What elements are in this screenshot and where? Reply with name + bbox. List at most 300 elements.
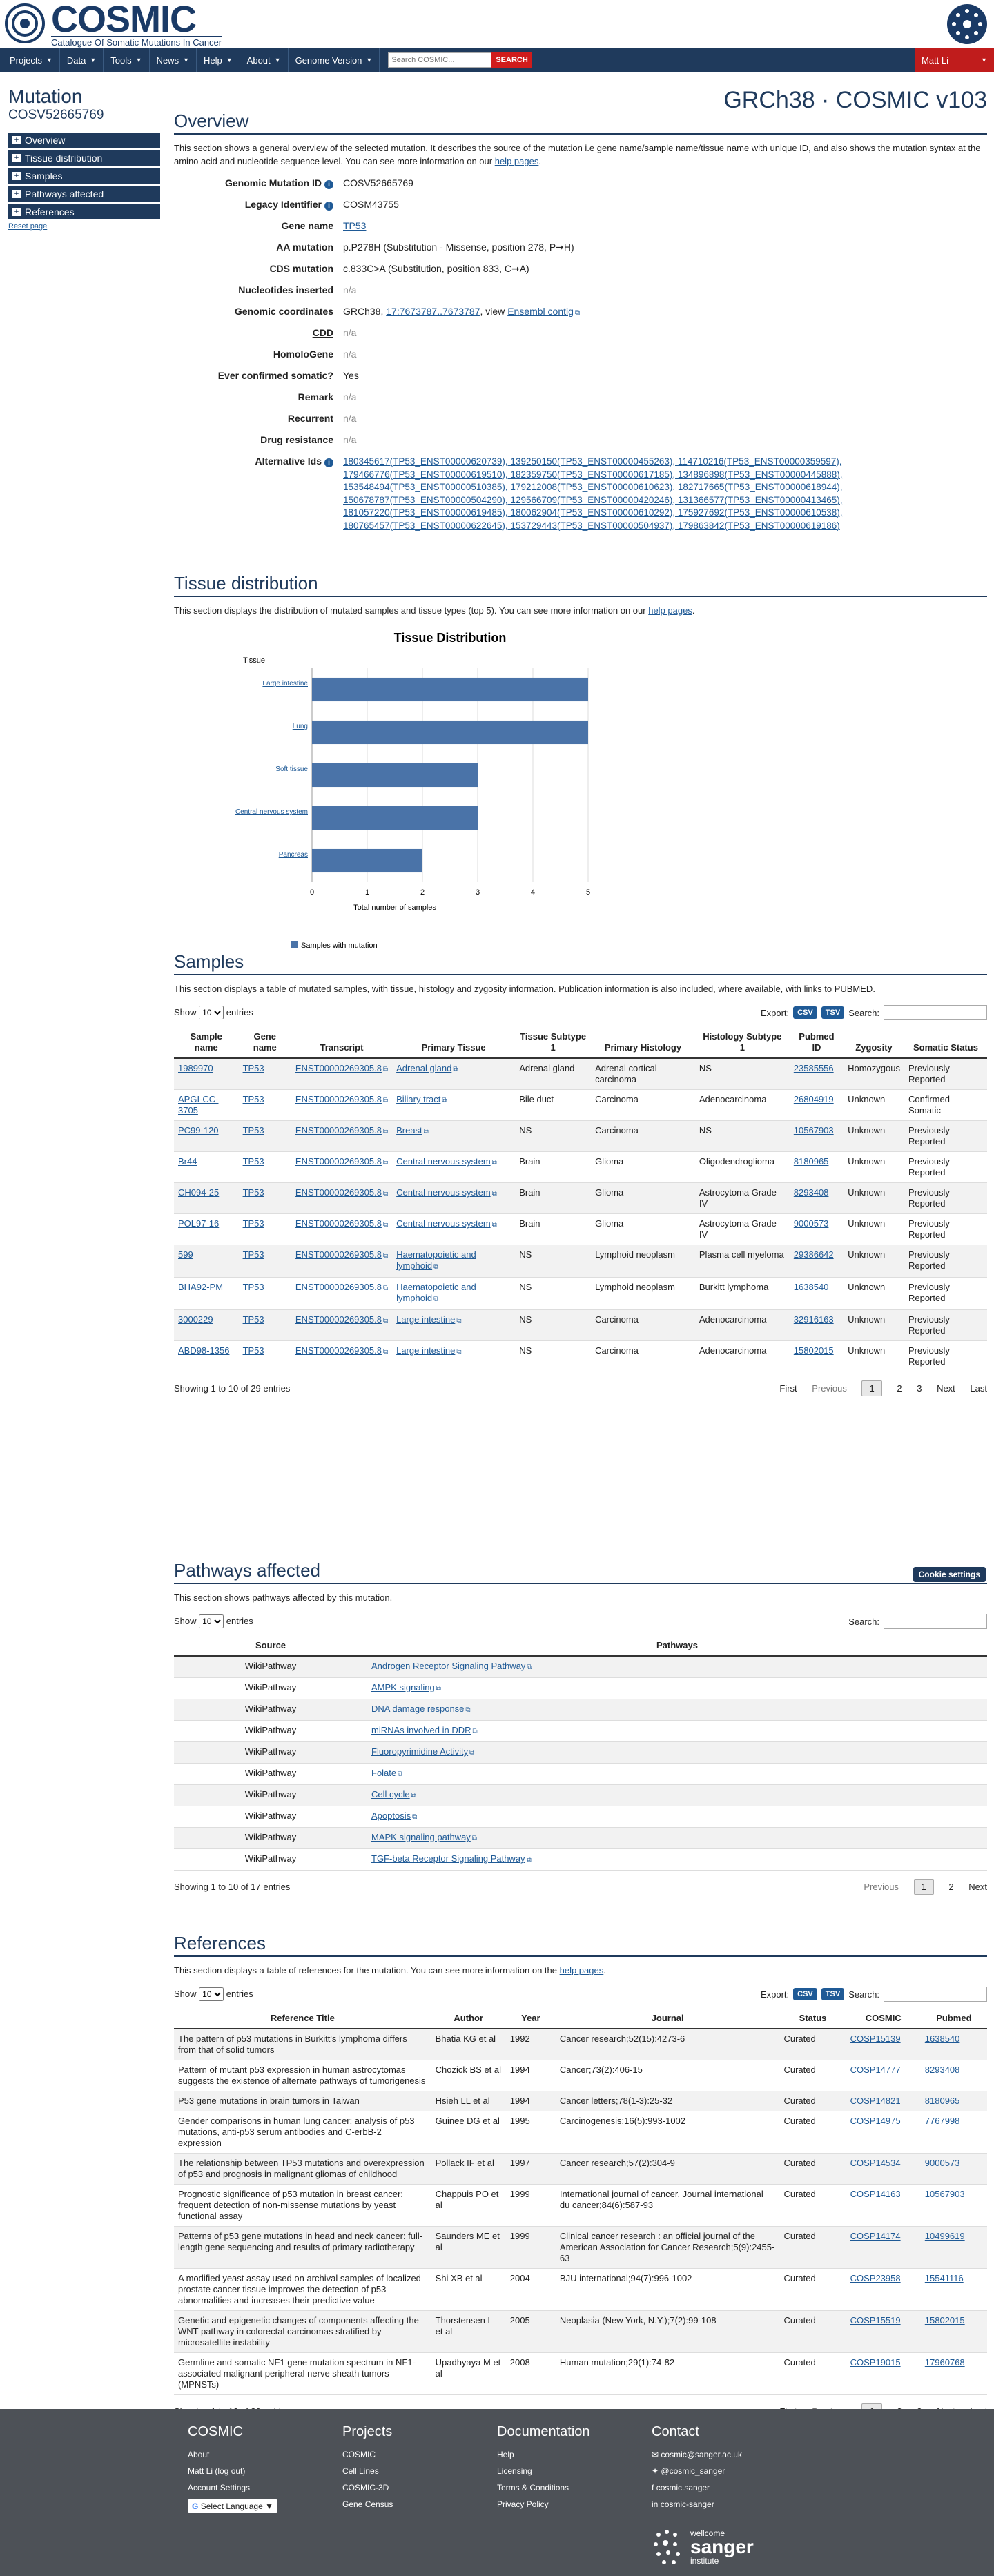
- table-cell: [921, 2111, 987, 2154]
- row-label: HomoloGene: [273, 349, 333, 360]
- table-row: [174, 2353, 987, 2395]
- cell-link[interactable]: TP53: [242, 1314, 264, 1325]
- cookie-settings-button[interactable]: Cookie settings: [913, 1567, 986, 1582]
- cell-text: Unknown: [848, 1249, 886, 1260]
- cell-link[interactable]: 26804919: [793, 1094, 834, 1104]
- footer-link[interactable]: Help: [497, 2450, 514, 2459]
- cell-link[interactable]: ENST00000269305.8: [295, 1282, 382, 1292]
- cell-link[interactable]: 32916163: [793, 1314, 834, 1325]
- cell-text: WikiPathway: [244, 1811, 297, 1821]
- table-cell: [556, 2311, 780, 2353]
- export-csv-button[interactable]: CSV: [793, 1988, 817, 2000]
- cell-link[interactable]: Central nervous system: [396, 1187, 491, 1198]
- cell-link[interactable]: COSP14777: [850, 2065, 901, 2075]
- twitter-icon: ✦: [652, 2466, 659, 2476]
- pager-last[interactable]: Last: [970, 1383, 987, 1394]
- row-alt-ids: [174, 456, 987, 532]
- cell-text: Unknown: [848, 1187, 886, 1198]
- table-cell: [174, 1764, 367, 1785]
- bar[interactable]: [312, 721, 588, 744]
- coord-mid: , view: [480, 306, 505, 317]
- cell-link[interactable]: COSP14975: [850, 2116, 901, 2126]
- help-pages-link[interactable]: help pages: [559, 1965, 604, 1975]
- col-header[interactable]: Sample name: [174, 1027, 239, 1058]
- cell-link[interactable]: ENST00000269305.8: [295, 1187, 382, 1198]
- col-header[interactable]: Reference Title: [174, 2009, 431, 2029]
- cell-link[interactable]: Biliary tract: [396, 1094, 441, 1104]
- table-row: [174, 1721, 987, 1742]
- pager-first[interactable]: First: [779, 1383, 797, 1394]
- col-source[interactable]: Source: [174, 1636, 367, 1656]
- cell-link[interactable]: ABD98-1356: [178, 1345, 230, 1356]
- samples-search-input[interactable]: [884, 1005, 987, 1020]
- cell-link[interactable]: 9000573: [924, 2158, 960, 2168]
- cell-text: The pattern of p53 mutations in Burkitt's lymphoma differs from that of solid tumors: [178, 2033, 407, 2055]
- col-header[interactable]: Somatic Status: [904, 1027, 987, 1058]
- export-label: Export:: [760, 1989, 790, 2000]
- col-header[interactable]: Pubmed ID: [790, 1027, 844, 1058]
- table-cell: [844, 1058, 904, 1090]
- contact-twitter[interactable]: [652, 2466, 742, 2476]
- col-header[interactable]: COSMIC: [846, 2009, 921, 2029]
- table-cell: [904, 1341, 987, 1372]
- col-header[interactable]: Primary Tissue: [392, 1027, 515, 1058]
- references-heading: References: [174, 1933, 987, 1957]
- footer-link[interactable]: Gene Census: [342, 2499, 393, 2509]
- table-cell: [904, 1245, 987, 1278]
- cell-link[interactable]: 1638540: [924, 2033, 960, 2044]
- pathway-link[interactable]: Fluoropyrimidine Activity: [371, 1746, 469, 1757]
- contact-facebook[interactable]: [652, 2483, 742, 2492]
- table-cell: [174, 1828, 367, 1849]
- table-cell: [790, 1310, 844, 1341]
- table-cell: [790, 1183, 844, 1214]
- table-cell: [506, 2029, 556, 2060]
- references-table: [174, 2009, 987, 2395]
- cell-link[interactable]: ENST00000269305.8: [295, 1249, 382, 1260]
- y-tick-label[interactable]: Central nervous system: [235, 808, 308, 816]
- cell-text: Unknown: [848, 1125, 886, 1135]
- nav-genome-version[interactable]: [289, 48, 380, 72]
- footer-cosmic: [188, 2424, 277, 2520]
- table-cell: [174, 2060, 431, 2091]
- pathways-search-input[interactable]: [884, 1614, 987, 1629]
- cell-link[interactable]: 7767998: [924, 2116, 960, 2126]
- table-row: [174, 1806, 987, 1828]
- cell-link[interactable]: Central nervous system: [396, 1218, 491, 1229]
- table-cell: [515, 1058, 591, 1090]
- pager-page-2[interactable]: 2: [897, 1383, 902, 1394]
- table-cell: [846, 2111, 921, 2154]
- main-nav: [0, 48, 994, 72]
- cell-link[interactable]: 8180965: [793, 1156, 829, 1167]
- col-header[interactable]: Author: [431, 2009, 506, 2029]
- cell-link[interactable]: APGI-CC-3705: [178, 1094, 219, 1115]
- col-header[interactable]: Histology Subtype 1: [695, 1027, 790, 1058]
- col-header[interactable]: Primary Histology: [591, 1027, 695, 1058]
- footer-link[interactable]: COSMIC-3D: [342, 2483, 389, 2492]
- cell-link[interactable]: 10567903: [924, 2189, 965, 2199]
- sidebar-item-label: References: [25, 206, 75, 217]
- row-cdd: [174, 327, 987, 349]
- sanger-line3: institute: [690, 2556, 719, 2566]
- export-tsv-button[interactable]: TSV: [821, 1988, 844, 2000]
- cell-link[interactable]: COSP14174: [850, 2231, 901, 2241]
- cell-link[interactable]: TP53: [242, 1218, 264, 1229]
- cell-link[interactable]: COSP15139: [850, 2033, 901, 2044]
- footer-link[interactable]: Matt Li (log out): [188, 2466, 246, 2476]
- table-cell: [846, 2154, 921, 2185]
- nav-projects[interactable]: [3, 48, 60, 72]
- cell-link[interactable]: CH094-25: [178, 1187, 220, 1198]
- cell-link[interactable]: 8293408: [924, 2065, 960, 2075]
- language-select[interactable]: G Select Language ▼: [188, 2499, 277, 2513]
- cell-link[interactable]: 10567903: [793, 1125, 834, 1135]
- alt-ids-line[interactable]: 150678787(TP53_ENST00000504290), 129566709(TP53_ENST00000420246), 131366577(TP53_ENST00000413465),: [343, 494, 843, 505]
- y-tick-label[interactable]: Pancreas: [278, 851, 308, 859]
- cell-link[interactable]: 15802015: [793, 1345, 834, 1356]
- table-cell: [392, 1278, 515, 1310]
- pathway-link[interactable]: TGF-beta Receptor Signaling Pathway: [371, 1853, 525, 1864]
- cell-link[interactable]: 1989970: [178, 1063, 213, 1073]
- ensembl-contig-link[interactable]: Ensembl contig: [507, 306, 574, 317]
- cell-link[interactable]: Adrenal gland: [396, 1063, 452, 1073]
- alt-ids-line[interactable]: 180345617(TP53_ENST00000620739), 139250150(TP53_ENST00000455263), 114710216(TP53_ENST00000359597),: [343, 456, 842, 467]
- cell-text: Previously Reported: [908, 1249, 950, 1271]
- cell-text: NS: [519, 1125, 532, 1135]
- pathway-link[interactable]: MAPK signaling pathway: [371, 1832, 471, 1842]
- cell-link[interactable]: Haematopoietic and lymphoid: [396, 1249, 476, 1271]
- table-cell: [846, 2029, 921, 2060]
- genome-version-title: GRCh38 · COSMIC v103: [723, 87, 987, 113]
- nav-search-button[interactable]: SEARCH: [491, 52, 532, 68]
- user-menu[interactable]: [915, 48, 994, 72]
- table-cell: [506, 2111, 556, 2154]
- alt-ids-line[interactable]: 181057220(TP53_ENST00000619485), 180062904(TP53_ENST00000610292), 175927692(TP53_ENST00000610538),: [343, 507, 843, 518]
- cell-text: Unknown: [848, 1282, 886, 1292]
- cell-link[interactable]: COSP15519: [850, 2315, 901, 2325]
- help-pages-link[interactable]: help pages: [494, 156, 539, 166]
- cell-text: Curated: [783, 2357, 816, 2368]
- table-cell: [904, 1152, 987, 1183]
- cell-text: Adrenal gland: [519, 1063, 575, 1073]
- cell-text: Germline and somatic NF1 gene mutation spectrum in NF1-associated malignant peripheral nerve sheath tumors (MPNSTs): [178, 2357, 416, 2390]
- table-cell: [556, 2091, 780, 2111]
- cell-link[interactable]: TP53: [242, 1249, 264, 1260]
- col-header[interactable]: Zygosity: [844, 1027, 904, 1058]
- row-label: Gene name: [281, 220, 333, 231]
- homologene-value: n/a: [343, 349, 357, 360]
- cell-link[interactable]: POL97-16: [178, 1218, 220, 1229]
- table-row: [174, 2311, 987, 2353]
- pager-page-3[interactable]: 3: [917, 1383, 922, 1394]
- bar[interactable]: [312, 763, 478, 787]
- pathway-link[interactable]: Androgen Receptor Signaling Pathway: [371, 1661, 526, 1671]
- cell-link[interactable]: ENST00000269305.8: [295, 1125, 382, 1135]
- col-header[interactable]: Gene name: [239, 1027, 291, 1058]
- nav-news[interactable]: [150, 48, 197, 72]
- sidebar-item-pathways[interactable]: [8, 186, 160, 202]
- samples-page-size-select[interactable]: [199, 1006, 224, 1019]
- cell-text: Carcinogenesis;16(5):993-1002: [559, 2116, 686, 2126]
- nav-about[interactable]: [240, 48, 289, 72]
- pathway-link[interactable]: Cell cycle: [371, 1789, 410, 1799]
- sanger-logo-icon[interactable]: [946, 3, 988, 46]
- info-icon[interactable]: i: [324, 458, 333, 467]
- y-tick-label[interactable]: Lung: [292, 723, 308, 730]
- pathway-link[interactable]: Folate: [371, 1768, 397, 1778]
- cell-text: Previously Reported: [908, 1063, 950, 1084]
- pager-page-1[interactable]: 1: [861, 1380, 881, 1396]
- cell-link[interactable]: COSP14821: [850, 2096, 901, 2106]
- overview-description-text: This section shows a general overview of the selected mutation. It describes the source of the mutation i.e gene name/sample name/tissue name with unique ID, and also shows the mutation syntax at the amino acid and nucleotide sequence level. You can see more information on our: [174, 143, 981, 166]
- table-cell: [779, 2227, 846, 2269]
- cell-text: Cancer research;52(15):4273-6: [559, 2033, 685, 2044]
- footer-link[interactable]: Licensing: [497, 2466, 532, 2476]
- table-cell: [921, 2029, 987, 2060]
- col-header[interactable]: Transcript: [291, 1027, 392, 1058]
- info-icon[interactable]: i: [324, 180, 333, 189]
- col-pathways[interactable]: Pathways: [367, 1636, 987, 1656]
- table-cell: [174, 2185, 431, 2227]
- references-description: This section displays a table of references for the mutation. You can see more information on the help pages.: [174, 1965, 606, 1975]
- samples-section: [174, 951, 987, 1396]
- cell-link[interactable]: 3000229: [178, 1314, 213, 1325]
- cell-link[interactable]: TP53: [242, 1125, 264, 1135]
- cell-link[interactable]: 1638540: [793, 1282, 829, 1292]
- bar[interactable]: [312, 806, 478, 830]
- envelope-icon: ✉: [652, 2450, 659, 2459]
- sidebar-item-label: Tissue distribution: [25, 153, 103, 164]
- bar[interactable]: [312, 849, 422, 872]
- table-row: [174, 1310, 987, 1341]
- table-cell: [291, 1121, 392, 1152]
- table-cell: [556, 2353, 780, 2395]
- footer-link[interactable]: About: [188, 2450, 210, 2459]
- y-tick-label[interactable]: Large intestine: [262, 680, 308, 687]
- sidebar-item-samples[interactable]: [8, 168, 160, 184]
- cell-link[interactable]: ENST00000269305.8: [295, 1314, 382, 1325]
- table-cell: [556, 2269, 780, 2311]
- table-cell: [174, 2311, 431, 2353]
- table-cell: [844, 1310, 904, 1341]
- col-header[interactable]: Status: [779, 2009, 846, 2029]
- row-somatic: [174, 370, 987, 391]
- cell-text: Cancer;73(2):406-15: [559, 2065, 643, 2075]
- cell-link[interactable]: 15541116: [924, 2273, 964, 2283]
- bar[interactable]: [312, 678, 588, 701]
- page-content: [0, 72, 994, 2409]
- col-header[interactable]: Tissue Subtype 1: [515, 1027, 591, 1058]
- row-label: CDD: [312, 327, 333, 338]
- cell-text: 1992: [509, 2033, 530, 2044]
- label-text: Genomic Mutation ID: [225, 177, 322, 188]
- y-tick-label[interactable]: Soft tissue: [275, 765, 308, 773]
- cosmic-logo[interactable]: [4, 0, 222, 48]
- cell-text: 1994: [509, 2065, 530, 2075]
- table-cell: [174, 2353, 431, 2395]
- cell-link[interactable]: Breast: [396, 1125, 422, 1135]
- footer-link[interactable]: Account Settings: [188, 2483, 251, 2492]
- gene-link[interactable]: TP53: [343, 220, 367, 231]
- alt-ids-line[interactable]: 179466776(TP53_ENST00000619510), 182359750(TP53_ENST00000617185), 134896898(TP53_ENST00000445888),: [343, 469, 843, 480]
- pager-previous[interactable]: Previous: [812, 1383, 847, 1394]
- label-text: Legacy Identifier: [244, 199, 322, 210]
- cell-link[interactable]: COSP14163: [850, 2189, 901, 2199]
- nav-data[interactable]: [60, 48, 104, 72]
- reset-page-link[interactable]: Reset page: [8, 222, 48, 231]
- nav-help[interactable]: [197, 48, 240, 72]
- table-cell: [291, 1214, 392, 1245]
- export-tsv-button[interactable]: TSV: [821, 1006, 844, 1019]
- info-icon[interactable]: i: [324, 202, 333, 211]
- cell-link[interactable]: 8180965: [924, 2096, 960, 2106]
- contact-email[interactable]: [652, 2450, 742, 2459]
- table-cell: [239, 1152, 291, 1183]
- cell-link[interactable]: 8293408: [793, 1187, 829, 1198]
- col-header[interactable]: Pubmed: [921, 2009, 987, 2029]
- table-cell: [174, 1806, 367, 1828]
- table-cell: [515, 1183, 591, 1214]
- cell-link[interactable]: TP53: [242, 1063, 264, 1073]
- cds-mutation-value: c.833C>A (Substitution, position 833, C➞A): [343, 263, 529, 274]
- cell-link[interactable]: TP53: [242, 1094, 264, 1104]
- page-title: Mutation: [8, 86, 83, 107]
- sidebar-item-overview[interactable]: [8, 133, 160, 148]
- cell-link[interactable]: COSP23958: [850, 2273, 901, 2283]
- footer-link[interactable]: Terms & Conditions: [497, 2483, 569, 2492]
- cell-text: Glioma: [595, 1218, 624, 1229]
- cell-text: WikiPathway: [244, 1661, 297, 1671]
- footer-link[interactable]: Cell Lines: [342, 2466, 379, 2476]
- table-cell: [695, 1310, 790, 1341]
- cell-link[interactable]: 15802015: [924, 2315, 965, 2325]
- sidebar-item-references[interactable]: [8, 204, 160, 219]
- pager-page-1[interactable]: 1: [914, 1879, 934, 1895]
- cell-link[interactable]: 29386642: [793, 1249, 834, 1260]
- nav-search-input[interactable]: [388, 52, 491, 68]
- cell-text: Lymphoid neoplasm: [595, 1282, 675, 1292]
- row-gene-name: [174, 220, 987, 242]
- pathway-link[interactable]: miRNAs involved in DDR: [371, 1725, 471, 1735]
- cell-link[interactable]: 599: [178, 1249, 193, 1260]
- table-cell: [904, 1278, 987, 1310]
- col-header[interactable]: Year: [506, 2009, 556, 2029]
- external-link-icon: ⧉: [382, 1348, 389, 1356]
- table-cell: [844, 1152, 904, 1183]
- samples-description: This section displays a table of mutated samples, with tissue, histology and zygosity information. Publication information is also included, where available, with links to PUBMED.: [174, 984, 875, 994]
- cell-link[interactable]: PC99-120: [178, 1125, 219, 1135]
- cell-text: Previously Reported: [908, 1218, 950, 1240]
- references-search-input[interactable]: [884, 1987, 987, 2002]
- cell-link[interactable]: BHA92-PM: [178, 1282, 224, 1292]
- cell-link[interactable]: TP53: [242, 1282, 264, 1292]
- pager-page-2[interactable]: 2: [948, 1882, 954, 1892]
- cell-link[interactable]: ENST00000269305.8: [295, 1063, 382, 1073]
- cell-link[interactable]: Large intestine: [396, 1314, 456, 1325]
- table-cell: [174, 1699, 367, 1721]
- overview-section: [174, 110, 987, 532]
- export-csv-button[interactable]: CSV: [793, 1006, 817, 1019]
- logo-subtitle: Catalogue Of Somatic Mutations In Cancer: [51, 37, 222, 48]
- cell-link[interactable]: ENST00000269305.8: [295, 1218, 382, 1229]
- cell-text: Carcinoma: [595, 1094, 639, 1104]
- cell-link[interactable]: Central nervous system: [396, 1156, 491, 1167]
- cell-text: Brain: [519, 1187, 540, 1198]
- table-cell: [392, 1183, 515, 1214]
- cell-link[interactable]: ENST00000269305.8: [295, 1156, 382, 1167]
- table-cell: [392, 1121, 515, 1152]
- table-row: [174, 2269, 987, 2311]
- cell-link[interactable]: ENST00000269305.8: [295, 1094, 382, 1104]
- cell-link[interactable]: COSP14534: [850, 2158, 901, 2168]
- pathway-link[interactable]: DNA damage response: [371, 1704, 465, 1714]
- legend-swatch: [291, 941, 298, 948]
- table-cell: [904, 1058, 987, 1090]
- cell-link[interactable]: 9000573: [793, 1218, 829, 1229]
- table-cell: [695, 1121, 790, 1152]
- table-cell: [591, 1090, 695, 1121]
- cell-link[interactable]: TP53: [242, 1156, 264, 1167]
- table-cell: [431, 2029, 506, 2060]
- help-pages-link[interactable]: help pages: [648, 605, 692, 616]
- pager-next[interactable]: Next: [968, 1882, 987, 1892]
- cell-text: Previously Reported: [908, 1345, 950, 1367]
- table-cell: [367, 1656, 987, 1678]
- sanger-footer-logo[interactable]: [652, 2528, 754, 2566]
- alt-ids-line[interactable]: 153548494(TP53_ENST00000510385), 179212008(TP53_ENST00000610623), 182717665(TP53_ENST00000618944),: [343, 482, 843, 492]
- cell-link[interactable]: COSP19015: [850, 2357, 901, 2368]
- cell-link[interactable]: TP53: [242, 1187, 264, 1198]
- pager-previous[interactable]: Previous: [864, 1882, 899, 1892]
- cell-link[interactable]: Br44: [178, 1156, 197, 1167]
- cell-link[interactable]: 17960768: [924, 2357, 965, 2368]
- pathways-controls: [174, 1614, 987, 1629]
- cell-link[interactable]: ENST00000269305.8: [295, 1345, 382, 1356]
- pathways-pager: [851, 1879, 987, 1895]
- sidebar-item-tissue[interactable]: [8, 150, 160, 166]
- cell-link[interactable]: TP53: [242, 1345, 264, 1356]
- cell-link[interactable]: 23585556: [793, 1063, 834, 1073]
- pathway-link[interactable]: AMPK signaling: [371, 1682, 435, 1692]
- table-row: [174, 1656, 987, 1678]
- table-cell: [367, 1678, 987, 1699]
- pager-next[interactable]: Next: [937, 1383, 955, 1394]
- cell-link[interactable]: Haematopoietic and lymphoid: [396, 1282, 476, 1303]
- tissue-description-text: This section displays the distribution of mutated samples and tissue types (top 5). You can see more information on our: [174, 605, 646, 616]
- row-label: Remark: [298, 391, 333, 402]
- nav-tools[interactable]: [104, 48, 149, 72]
- references-page-size-select[interactable]: [199, 1987, 224, 2001]
- contact-linkedin[interactable]: [652, 2499, 742, 2509]
- table-body: [174, 2029, 987, 2395]
- alt-ids-line[interactable]: 180765457(TP53_ENST00000622645), 153729443(TP53_ENST00000504937), 179863842(TP53_ENST00000619186): [343, 520, 840, 531]
- footer-link[interactable]: COSMIC: [342, 2450, 376, 2459]
- row-recurrent: [174, 413, 987, 434]
- footer-link[interactable]: Privacy Policy: [497, 2499, 549, 2509]
- table-cell: [431, 2353, 506, 2395]
- cell-text: Confirmed Somatic: [908, 1094, 950, 1115]
- cell-link[interactable]: Large intestine: [396, 1345, 456, 1356]
- pathway-link[interactable]: Apoptosis: [371, 1811, 411, 1821]
- table-cell: [591, 1152, 695, 1183]
- pathways-page-size-select[interactable]: [199, 1614, 224, 1628]
- cell-link[interactable]: 10499619: [924, 2231, 965, 2241]
- table-row: [174, 1214, 987, 1245]
- coordinates-link[interactable]: 17:7673787..7673787: [386, 306, 480, 317]
- table-cell: [174, 2111, 431, 2154]
- col-header[interactable]: Journal: [556, 2009, 780, 2029]
